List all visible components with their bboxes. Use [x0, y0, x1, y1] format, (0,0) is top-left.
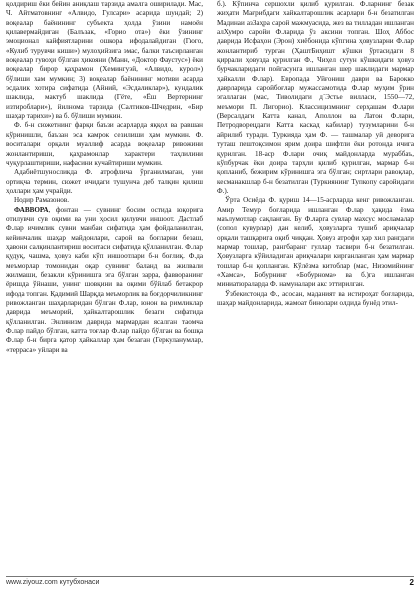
paragraph: Ўрта Осиёда Ф. қуриш 14—15-асрларда кенг ривожланган. Амир Темур боғларида ишланган Ф.лар ҳақида ёзма маълумотлар сақланган. Бу Ф.ларга сувлар махсус мосламалар (сопол кувурлар) дан келиб, ҳовузларга тушиб ариқчалар орқали ташқарига оқиб чиққан. Ҳовуз атрофи ҳар хил рангдаги мармар тошлар, рангбаранг гуллар тасвири б-н безатилган. Ҳовузларга кўйиладиган ариқчалари кирганланган ҳам мармар тошлар б-н қопланган. Кўлёзма китоблар (мас, Низомийнинг «Хамса», Бобурнинг «Бобурнома» ва б.)га ишланган миниатюраларда Ф. намуналари акс эттирилган. [217, 196, 414, 289]
footer-divider [6, 576, 414, 577]
encyclopedia-entry [6, 206, 203, 356]
paragraph: Ф. б-н сюжетнинг фарқи баъзи асарларда яққол ва равшан кўринишли, баъзан эса камрок сезилиши ҳам мумкин. Ф. воситалари орқали муаллиф асарда воқеалар ривожини жонлантириши, қаҳрамонлар характери таҳлилини чуқурлаштириши, нафасини кучайтириши мумкин. [6, 121, 203, 167]
entry-term: ФАВВОРА [14, 205, 49, 214]
left-column [6, 0, 203, 572]
paragraph: Ўзбекистонда Ф., асосан, маданият ва истироҳат боғларида, шаҳар майдонларида, жамоат бинолари олдида бунёд этил- [217, 289, 414, 307]
right-column [217, 0, 414, 572]
entry-text: , фонтан — сувнинг босим остида юқорига отилувчи сув оқими ва уни ҳосил қилувчи иншоот. Дастлаб Ф.лар ичимлик сувни манбаи сифатида ҳам фойдаланилган, кейинчалик шаҳар майдонлари, сарой ва боғларни безаш, ҳавони салқинлантириш воситаси сифатида қўлланилган. Ф.лар қудуқ, чашма, ҳовуз каби кўп иншоотлари б-н боғлиқ. Ф.да меъморлар томонидан оқар сувнинг баланд ва жилвали жилмаши, безакли кўринишга эга бўлган зарра, фавворанинг ёришда ўйнаши, унинг шовқини ва оқими бўйлаб бетакрор ифода топган. Қадимий Шарқда меъморлик ва боғдорчиликнинг ривожланган шаҳарларидан бўлган Ф.лар, юнон ва римликлар даврида меъморий, ҳайкалтарошлик безаги сифатида қўлланилган. Энлинизм даврида мармардан ясалган таомча Ф.лар пайдо бўлган, катта тоғлар Ф.лар пайдо бўлган ва бошқа Ф.лар б-н бирга қатор ҳайкаллар ҳам безаган (Геркуланумлар, «терраса» уйлари ва [6, 205, 203, 354]
page-number: 2 [409, 578, 414, 587]
paragraph: қолдириш ёки бейин аниқлаш тарзида амалга оширилади. Мас, Ч. Айтматовнинг «Алвидо, Гулсари» асарида шундай; 2) воқеалар баёнининг субъекта ҳолда ўзини намоён қилавермайдиган (Балъзак, «Горио ота») ёки ўзининг эмоционал кайфиятларини ошкора ифодалайдиган (Гюго, «Кулиб турувчи киши») мулоҳийзига эмас, балки таъсирланган воқеалар гувоҳи бўлган ҳикояни (Манн, «Доктор Фаустус») ёки воқеалар бирор қаҳрамон (Хемингуэй, «Алвидо, курол») бўлиши хам мумкин; 3) воқеалар баёнининг мотиви асарда эсдалик хотира сифатида (Айний, «Эсдаликлар»), кундалик шаклида, мактуб шаклида (Гёте, «Ёш Вертернинг изтироблари»), йилнома тарзида (Салтиков-Шчедрин, «Бир шаҳар тарихи») ва б. бўлиши мумкин. [6, 0, 203, 121]
author-signature: Нодир Рамазонов. [14, 196, 70, 205]
paragraph: Адабиётшуносликда Ф. атрофлича ўрганилмаган, уни ортиқча термин, сюжет ичидаги тушунча деб талқин қилиш ҳоллари ҳам учрайди. [6, 168, 203, 195]
paragraph: б.). Кўпинча сершохли қилиб қурилган. Ф.ларнинг безак жиҳати Мағрибдаги хайкалтарошлик асарлари б-н безатилган Мадинаи азЗаҳра сарой мажмуасида, жез ва тилладан ишланган алХумро саройи Ф.ларида ўз аксини топган. Шоҳ Аббос даврида Исфаҳон (Эрон) хиёбонида кўпгина ҳовузларни Ф.лар жонлантириб турган (ҲаштБиҳишт кўшки ўртасидаги 8 қиррали ҳовузда қурилган Ф., Чиҳел сутун кўшкидаги ҳовуз бурчакларидаги пойгасунга ишланган шер шаклидаги мармар ҳайкалли Ф.лар). Европада Уйғониш даври ва Барокко даврларида саройбоғлар мужассамотида Ф.лар муҳим ўрин эгаллаган (мас, Тиволидаги д´Эстье вилласи, 1550—72, меъмори П. Лигорио). Классицизмнинг серҳашам Ф.лари (Версалдаги Катта канал, Аполлон ва Латон Ф.лари, Петродворецдаги Катта каскад кабилар) тузумларини б-н айрилиб туради. Туркияда ҳам Ф. — ташмалар уй деворига туташ пештоқсимон ярим доира шифтли ёки ротонда ичига қурилган. 18-аср Ф.лари очиқ майдонларда мураббаъ, кўпбурчак ёки доира тарҳли қилиб қурилган, мармар б-н қопланиб, бежирим кўринишга эга бўлган; сиртлари равоқлар, кесманакшлар б-н безатилган (Туркиянинг Тупкопу саройидаги Ф.). [217, 0, 414, 195]
footer-site: www.ziyouz.com кутубхонаси [6, 579, 100, 586]
